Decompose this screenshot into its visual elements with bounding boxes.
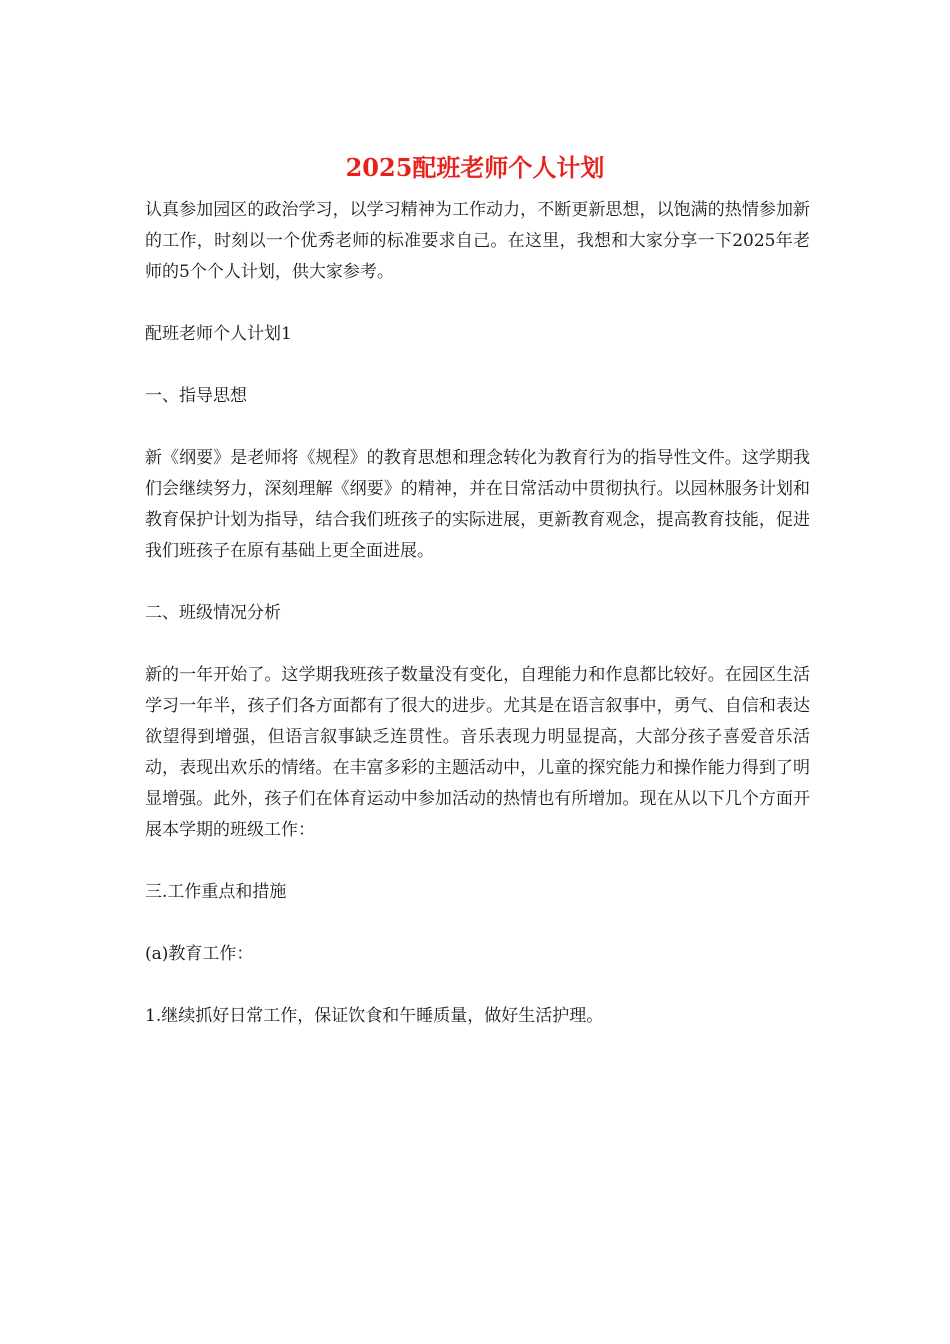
plan-heading: 配班老师个人计划1 bbox=[145, 324, 292, 344]
section-heading-guiding-thought: 一、指导思想 bbox=[145, 386, 247, 406]
section-heading-class-analysis: 二、班级情况分析 bbox=[145, 603, 281, 623]
intro-paragraph: 认真参加园区的政治学习，以学习精神为工作动力，不断更新思想，以饱满的热情参加新的工作，时刻以一个优秀老师的标准要求自己。在这里，我想和大家分享一下2025年老师的5个个人计划，供大家参考。 bbox=[145, 200, 810, 282]
guiding-thought-paragraph: 新《纲要》是老师将《规程》的教育思想和理念转化为教育行为的指导性文件。这学期我们会继续努力，深刻理解《纲要》的精神，并在日常活动中贯彻执行。以园林服务计划和教育保护计划为指导，结合我们班孩子的实际进展，更新教育观念，提高教育技能，促进我们班孩子在原有基础上更全面进展。 bbox=[145, 448, 810, 561]
class-analysis-paragraph: 新的一年开始了。这学期我班孩子数量没有变化，自理能力和作息都比较好。在园区生活学习一年半，孩子们各方面都有了很大的进步。尤其是在语言叙事中，勇气、自信和表达欲望得到增强，但语言叙事缺乏连贯性。音乐表现力明显提高，大部分孩子喜爱音乐活动，表现出欢乐的情绪。在丰富多彩的主题活动中，儿童的探究能力和操作能力得到了明显增强。此外，孩子们在体育运动中参加活动的热情也有所增加。现在从以下几个方面开展本学期的班级工作： bbox=[145, 665, 810, 840]
section-heading-work-focus: 三.工作重点和措施 bbox=[145, 882, 287, 902]
paragraph-gap bbox=[145, 846, 810, 877]
document-body bbox=[145, 195, 810, 1032]
paragraph-gap bbox=[145, 412, 810, 443]
paragraph-gap bbox=[145, 288, 810, 319]
subsection-heading-education: (a)教育工作： bbox=[145, 944, 254, 964]
list-item: 1.继续抓好日常工作，保证饮食和午睡质量，做好生活护理。 bbox=[145, 1006, 604, 1026]
paragraph-gap bbox=[145, 567, 810, 598]
paragraph-gap bbox=[145, 908, 810, 939]
document-title: 2025配班老师个人计划 bbox=[345, 153, 605, 182]
paragraph-gap bbox=[145, 970, 810, 1001]
paragraph-gap bbox=[145, 350, 810, 381]
paragraph-gap bbox=[145, 629, 810, 660]
